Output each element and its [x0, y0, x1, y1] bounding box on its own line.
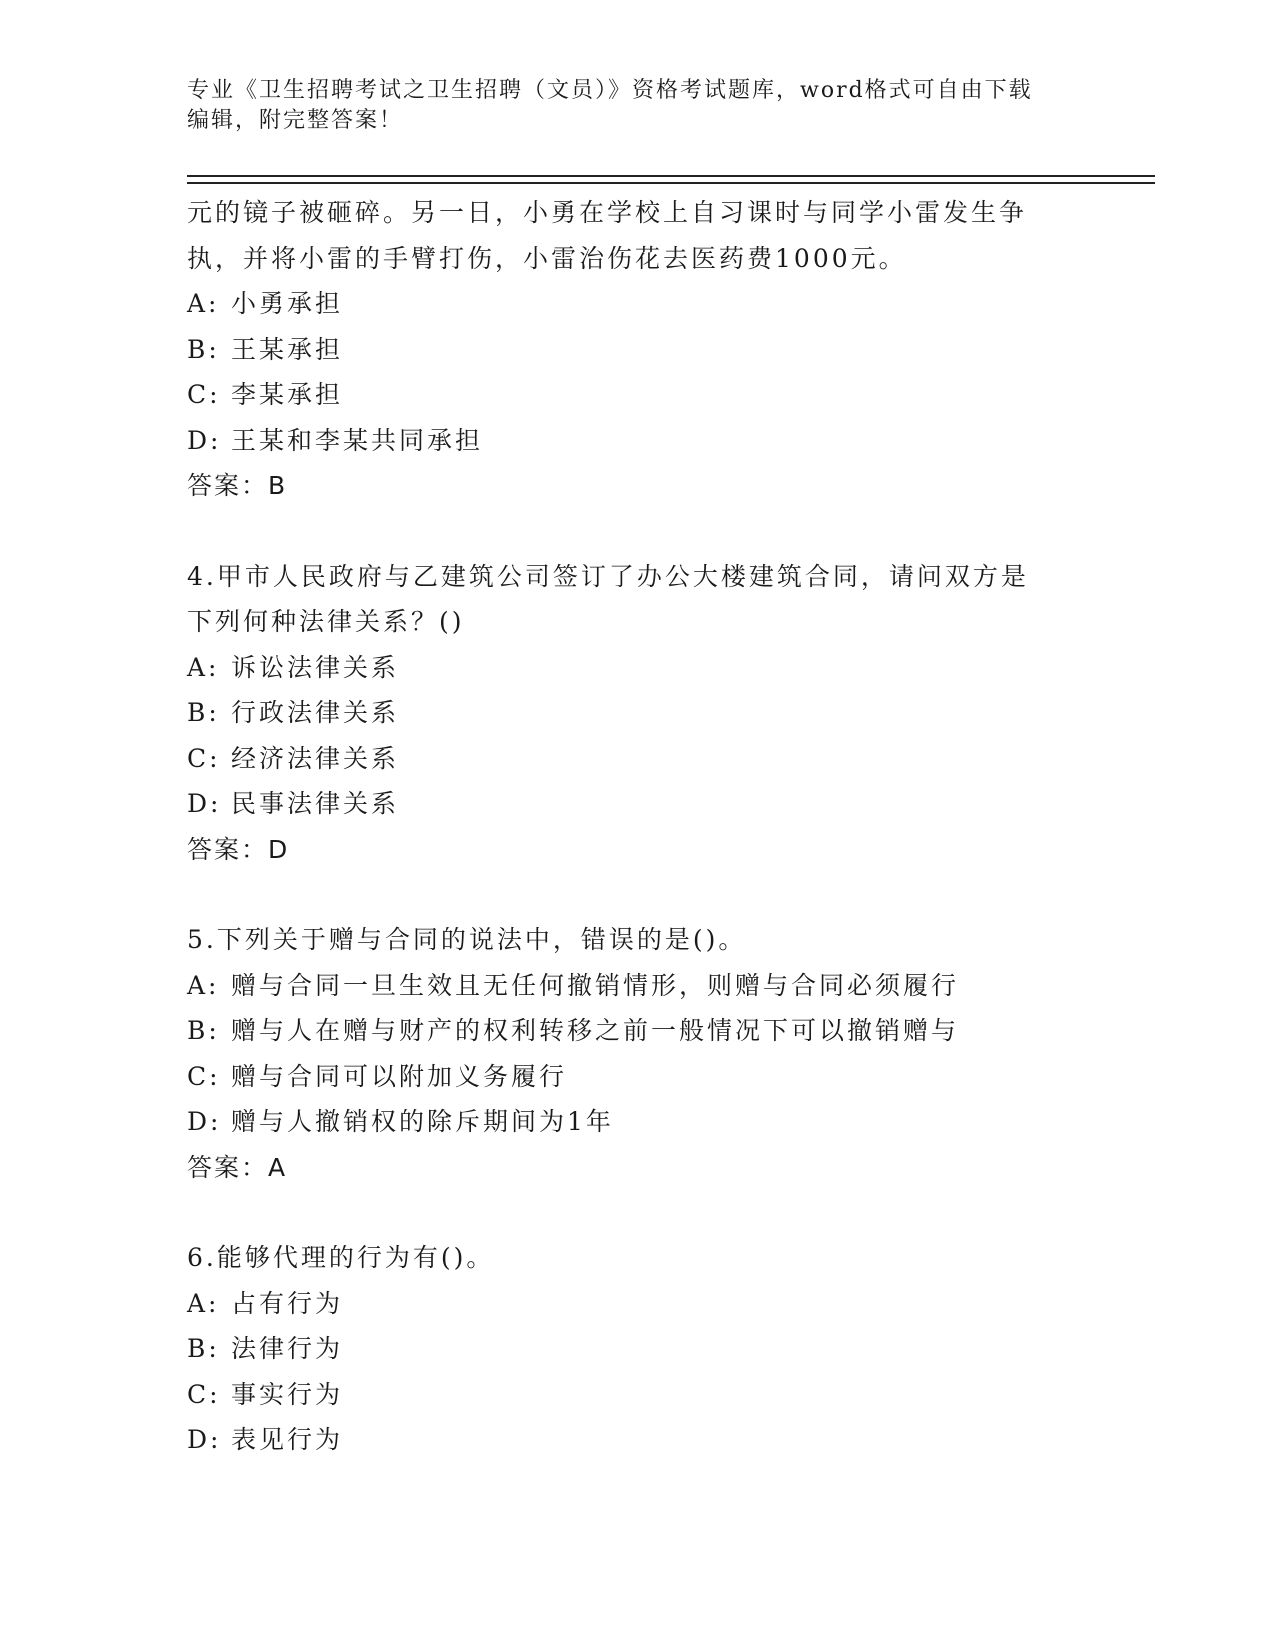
question-text-line: 4.甲市人民政府与乙建筑公司签订了办公大楼建筑合同，请问双方是	[187, 561, 1029, 591]
document-header	[187, 76, 1087, 136]
question-text-line: 5.下列关于赠与合同的说法中，错误的是()。	[187, 925, 747, 954]
option-text: 王某承担	[231, 334, 344, 364]
header-title-line1: 专业《卫生招聘考试之卫生招聘（文员）》资格考试题库，word格式可自由下载	[187, 78, 1033, 103]
option-text: 占有行为	[231, 1288, 344, 1318]
option-b	[187, 1326, 1087, 1372]
option-text: 王某和李某共同承担	[231, 425, 484, 455]
spacer	[187, 509, 1087, 554]
option-key: B:	[187, 1334, 220, 1363]
question-text-line: 元的镜子被砸碎。另一日，小勇在学校上自习课时与同学小雷发生争	[187, 198, 1028, 227]
option-text: 赠与合同一旦生效且无任何撤销情形，则赠与合同必须履行	[231, 970, 960, 1000]
option-text: 赠与合同可以附加义务履行	[231, 1061, 568, 1091]
question-text-line: 下列何种法律关系？()	[187, 607, 465, 636]
option-c	[187, 1054, 1087, 1100]
option-text: 事实行为	[231, 1379, 344, 1409]
answer-text: 答案：A	[187, 1152, 288, 1182]
option-d	[187, 1099, 1087, 1145]
question-6	[187, 1235, 1087, 1463]
option-d	[187, 1417, 1087, 1463]
option-text: 诉讼法律关系	[231, 652, 400, 682]
option-key: A:	[187, 289, 220, 318]
option-d	[187, 418, 1087, 464]
header-divider-top	[187, 175, 1155, 177]
option-key: D:	[187, 1107, 222, 1136]
option-a	[187, 1281, 1087, 1327]
option-b	[187, 690, 1087, 736]
question-4	[187, 554, 1087, 873]
option-key: C:	[187, 1379, 221, 1409]
question-text-line: 6.能够代理的行为有()。	[187, 1243, 495, 1272]
option-text: 表见行为	[231, 1425, 344, 1454]
option-text: 经济法律关系	[231, 743, 400, 773]
option-key: C:	[187, 1061, 221, 1091]
header-title-line2: 编辑，附完整答案！	[187, 108, 404, 133]
question-3	[187, 190, 1087, 509]
option-key: B:	[187, 334, 220, 364]
option-text: 行政法律关系	[231, 698, 400, 727]
option-text: 赠与人在赠与财产的权利转移之前一般情况下可以撤销赠与	[231, 1016, 960, 1045]
option-a	[187, 963, 1087, 1009]
option-key: D:	[187, 425, 222, 455]
header-divider-bottom	[187, 182, 1155, 184]
option-text: 法律行为	[231, 1334, 344, 1363]
spacer	[187, 1190, 1087, 1235]
question-5	[187, 917, 1087, 1190]
option-text: 民事法律关系	[231, 789, 400, 818]
option-key: C:	[187, 380, 221, 409]
option-key: D:	[187, 789, 222, 818]
option-c	[187, 372, 1087, 418]
option-key: B:	[187, 1016, 220, 1045]
question-text-line: 执，并将小雷的手臂打伤，小雷治伤花去医药费1000元。	[187, 243, 907, 273]
option-c	[187, 736, 1087, 782]
option-key: A:	[187, 970, 220, 1000]
option-d	[187, 781, 1087, 827]
option-key: D:	[187, 1425, 222, 1454]
option-key: C:	[187, 743, 221, 773]
option-a	[187, 645, 1087, 691]
option-text: 赠与人撤销权的除斥期间为1年	[231, 1107, 614, 1136]
answer-text: 答案：B	[187, 471, 288, 500]
option-a	[187, 281, 1087, 327]
option-b	[187, 327, 1087, 373]
option-b	[187, 1008, 1087, 1054]
option-text: 李某承担	[231, 380, 344, 409]
option-key: A:	[187, 652, 220, 682]
option-text: 小勇承担	[231, 289, 344, 318]
spacer	[187, 872, 1087, 917]
option-key: A:	[187, 1288, 220, 1318]
option-c	[187, 1372, 1087, 1418]
option-key: B:	[187, 698, 220, 727]
answer-text: 答案：D	[187, 834, 290, 864]
question-list	[187, 190, 1087, 1463]
